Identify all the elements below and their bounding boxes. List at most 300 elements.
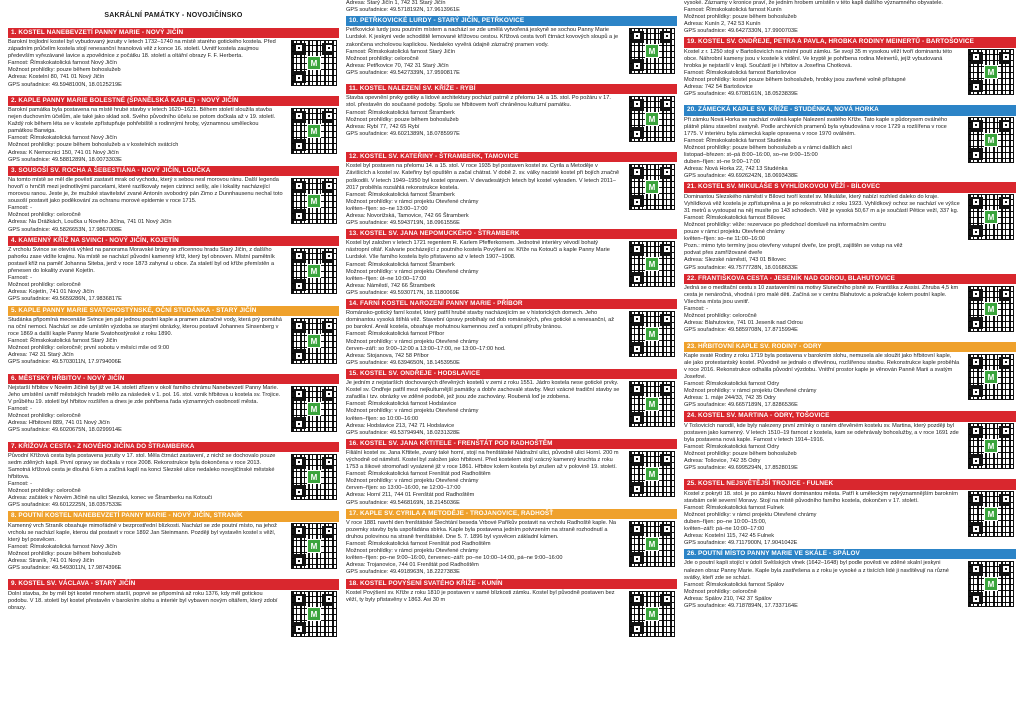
qr-finder-pattern: [1001, 289, 1011, 299]
qr-finder-pattern: [294, 141, 304, 151]
entry-heading: 2. KAPLE PANNY MARIE BOLESTNÉ (ŠPANĚLSKÁ KAPLE) - NOVÝ JIČÍN: [8, 96, 339, 106]
entry-text-line: Možnost prohlídky: celoročně; první sobotu v měsíci mše od 9:00: [8, 345, 170, 351]
qr-finder-pattern: [632, 454, 642, 464]
qr-logo-icon: M: [307, 539, 321, 553]
entry-text-line: Farnost: Římskokatolická farnost Nový Jičín: [8, 135, 117, 142]
qr-logo-icon: M: [645, 327, 659, 341]
entry-text-line: GPS souřadnice: 49.5930717N, 18.1180069E: [346, 289, 460, 296]
qr-finder-pattern: [662, 594, 672, 604]
entry-text-line: GPS souřadnice: 49.6995294N, 17.8528019E: [684, 465, 798, 472]
entry-text-line: GPS souřadnice: 49.4918963N, 18.2227383E: [346, 569, 460, 576]
entry-text-line: Adresa: Starý Jičín 1, 742 31 Starý Jičín: [346, 0, 446, 6]
entry-heading: 8. POUTNÍ KOSTEL NANEBEVZETÍ PANNY MARIE - NOVÝ JIČÍN, STRANÍK: [8, 511, 339, 521]
qr-finder-pattern: [662, 454, 672, 464]
qr-code-icon[interactable]: [291, 318, 337, 364]
entry-heading: 24. KOSTEL SV. MARTINA - ODRY, TOŠOVICE: [684, 411, 1016, 421]
qr-code-icon[interactable]: [291, 248, 337, 294]
entry-text-line: Farnost: Římskokatolická farnost Příbor: [346, 331, 445, 338]
qr-finder-pattern: [662, 314, 672, 324]
qr-finder-pattern: [662, 244, 672, 254]
qr-finder-pattern: [632, 274, 642, 284]
entry-text-line: GPS souřadnice: 49.5881289N, 18.0073303E: [8, 156, 122, 163]
entry-text-line: Možnost prohlídky: celoročně: [8, 212, 81, 219]
entry-text-line: GPS souřadnice: 49.5379494N, 18.0231328E: [346, 429, 460, 436]
entry-text-line: GPS souřadnice: 49.7117900N, 17.9041042E: [684, 540, 798, 547]
entry-text-line: Adresa: Stojanova, 742 58 Příbor: [346, 352, 429, 359]
entry-text-line: Barokní památka byla postavena na místě hrubé stavby v letech 1620–1621. Během století sloužila stavba nejen duchovním účelům, ale také jako sklad soli. Svého původního účelu se potom dočkala až v 19. století. Každý rok během léta se v kostele zpřístupňuje pohřebiště s rodinnými hroby, významnou uměleckou památkou Barwiga.: [8, 107, 276, 135]
entry-text-line: GPS souřadnice: 49.5659286N, 17.9836817E: [8, 296, 122, 303]
qr-finder-pattern: [662, 31, 672, 41]
entry-heading: 9. KOSTEL SV. VÁCLAVA - STARÝ JIČÍN: [8, 579, 339, 589]
qr-finder-pattern: [632, 61, 642, 71]
entry-text-line: Adresa: Straník, 741 01 Nový Jičín: [8, 557, 95, 564]
qr-finder-pattern: [324, 111, 334, 121]
qr-logo-icon: M: [645, 537, 659, 551]
entry-text-line: GPS souřadnice: 49.5948100N, 18.0125219E: [8, 81, 122, 88]
qr-finder-pattern: [1001, 120, 1011, 130]
qr-logo-icon: M: [645, 397, 659, 411]
qr-code-icon[interactable]: [291, 178, 337, 224]
qr-code-icon[interactable]: [968, 423, 1014, 469]
entry-text-line: V Tošovicích narodil, kde byly nalezeny první zmínky o raném dřevěném kostelu sv. Martina, který později byl postaven jako kamenný. V letech 1510–19 farnost z kostela, kam se odehrávaly bohoslužby, a v roce 1691 zde byla postavena nová kaple. Farnost v letech 1914–1916.: [684, 422, 959, 443]
qr-finder-pattern: [294, 111, 304, 121]
qr-finder-pattern: [1001, 426, 1011, 436]
qr-finder-pattern: [632, 624, 642, 634]
qr-finder-pattern: [632, 484, 642, 494]
monument-entry: [8, 442, 339, 510]
entry-text-line: Možnost prohlídky: celoročně: [8, 413, 81, 419]
qr-code-icon[interactable]: [291, 40, 337, 86]
entry-heading: 14. FARNÍ KOSTEL NAROZENÍ PANNY MARIE - PŘÍBOR: [346, 299, 677, 309]
qr-logo-icon: M: [984, 133, 998, 147]
qr-finder-pattern: [1001, 52, 1011, 62]
entry-text-line: Na tomto místě se měl dle pověstí zastavit mrak od vychodu, který s sebou nesl morovou ránu. Další legenda hovoří o hrnčíři mezi jednotlivými parcelami, které razítkovaly nejen cizinnci sešly, ale i lokality nacházející morovou ranou. Jeste je, že mužské stavitelství zvané Antonín svobodný pán Zimo z Dunnhausenu nechal toto sousoší postavit jako poděkování za ochranu morové epidemie v roce 1715.: [8, 176, 283, 205]
qr-code-icon[interactable]: [629, 381, 675, 427]
entry-text-line: Možnost prohlídky: v rámci projektu Otevřené chrámy: [346, 198, 479, 205]
qr-code-icon[interactable]: [629, 451, 675, 497]
entry-text-line: Studánka připomíná mecenáše Svince jen pár jednou poutní kaple a pramen zázračné vody, která prý pomáhá na oční nemoci. Nachází se zde umístěn výzdoba se starými obrázky, kterou postavil Johannes Sinsenberg v roce 1869 a další kaple Panny Marie Svatohostýnské z roku 1890.: [8, 316, 282, 337]
entry-text-line: GPS souřadnice: 49.6020675N, 18.0299914E: [8, 427, 122, 434]
qr-finder-pattern: [971, 564, 981, 574]
entry-text-line: Barokní trojlodní kostel byl vybudovaný jezuity v letech 1732–1740 na místě starého gotického kostela. Před západním průčelím kostela stojí renesanční hranolová věž z konce 16. století. Uvnitř kostela zaujmou především vyřezávané lavice a zpovědnice z počátku 18. století a oltářní obrazy F. F. Herberta.: [8, 39, 276, 60]
entry-text-line: Farnost: Římskokatolická farnost Frenštát pod Radhoštěm: [346, 471, 491, 478]
entry-text-line: Farnost: Římskokatolická farnost Nový Jičín: [8, 543, 117, 550]
qr-code-icon[interactable]: [629, 311, 675, 357]
qr-finder-pattern: [294, 211, 304, 221]
entry-text-line: Kostel z r. 1250 stojí v Bartošovicích na místní pouti zámku. Se svojí 35 m vysokou věží tvoří dominantu této obce. Náhrobní kameny jsou v kostele k vidění. Ve kryptě je pohřbena rodina Meinertů, jejíž vybudovaná hrobka je nejstarší v kraji. Součástí je i hřbitov a Josefína Chotková.: [684, 48, 953, 69]
entry-text-line: Možnost prohlídky: celoročně: [8, 488, 81, 495]
qr-code-icon[interactable]: [629, 521, 675, 567]
entry-heading: 17. KAPLE SV. CYRILA A METODĚJE - TROJANOVICE, RADHOŠŤ: [346, 509, 677, 519]
qr-finder-pattern: [662, 167, 672, 177]
qr-code-icon[interactable]: [629, 591, 675, 637]
entry-text-line: Možnost prohlídky: kostel pouze během bohoslužeb, hrobky jsou zavřené volně přístupné: [684, 76, 906, 83]
qr-finder-pattern: [971, 150, 981, 160]
qr-finder-pattern: [294, 556, 304, 566]
qr-finder-pattern: [971, 387, 981, 397]
entry-text-line: GPS souřadnice: 49.6012225N, 18.0357533E: [8, 502, 122, 509]
entry-text-line: červen–říjen: so 13:00–16:00, ne 12:00–17:00: [346, 485, 461, 492]
monument-entry: [8, 374, 339, 440]
qr-code-icon[interactable]: [629, 28, 675, 74]
monument-entry: [684, 105, 1016, 180]
monument-entry: [346, 16, 677, 82]
entry-text-line: Kostel z pokrytí 18. stol. je po zámku hlavní dominantou města. Patří k uměleckým nejvýznamnějším barokním stavbám celé severní Moravy. Stojí na místě původního farního kostela, dokončen v 17. století.: [684, 490, 958, 504]
entry-text-line: Možnost prohlídky: pouze během bohoslužeb: [684, 14, 797, 21]
qr-finder-pattern: [324, 251, 334, 261]
qr-finder-pattern: [971, 426, 981, 436]
entry-text-line: Adresa: Kostelní 115, 742 45 Fulnek: [684, 533, 775, 540]
monument-entry: [346, 509, 677, 577]
monument-entry: [346, 152, 677, 227]
entry-text-line: Jde o poutní kapli stojící v údolí Svěšských vlnek (1642–1648) byl podle pověsti ve zděné skalní jeskyni nalezen obraz Panny Marie. Kaple byla zastřešena a z roku je vysoké a z tisících lidé ji navštěvují na různé svátky, kteří zde se schází.: [684, 560, 949, 581]
entry-text-line: Farnost: Římskokatolická farnost Hodslavice: [346, 401, 457, 408]
entry-text-line: vysoké. Záznamy v kronice praví, že jedním hrobem umístěn v této kapli dalšího významného obyvatele.: [684, 0, 943, 6]
entry-heading: 21. KOSTEL SV. MIKULÁŠE S VYHLÍDKOVOU VĚŽÍ - BÍLOVEC: [684, 182, 1016, 192]
qr-finder-pattern: [324, 181, 334, 191]
monument-entry: [8, 579, 339, 645]
qr-finder-pattern: [632, 384, 642, 394]
entry-text-line: Možnost prohlídky: v rámci projektu Otevřené chrámy: [346, 338, 479, 345]
entry-text-line: Adresa: Kunín 2, 742 53 Kunín: [684, 21, 761, 28]
qr-code-icon[interactable]: [291, 523, 337, 569]
qr-logo-icon: M: [645, 180, 659, 194]
qr-finder-pattern: [632, 167, 642, 177]
entry-heading: 23. HŘBITOVNÍ KAPLE SV. RODINY - ODRY: [684, 342, 1016, 352]
monument-entry: [684, 37, 1016, 103]
monument-entry: [8, 166, 339, 234]
entry-text-line: Adresa: Kojetín, 741 01 Nový Jičín: [8, 289, 94, 296]
entry-text-line: Farnost: Římskokatolická farnost Studénka: [684, 137, 791, 144]
qr-code-icon[interactable]: [629, 96, 675, 142]
entry-text-line: GPS souřadnice: 49.5826653N, 17.9867008E: [8, 226, 122, 233]
qr-finder-pattern: [632, 197, 642, 207]
qr-finder-pattern: [324, 43, 334, 53]
qr-finder-pattern: [632, 99, 642, 109]
entry-text-line: GPS souřadnice: 49.5427339N, 17.9590817E: [346, 69, 460, 76]
monument-entry: [346, 299, 677, 367]
entry-text-line: GPS souřadnice: 49.5703011N, 17.9794006E: [8, 359, 122, 366]
qr-finder-pattern: [971, 319, 981, 329]
entry-text-line: Možnost prohlídky: pouze během bohoslužeb: [346, 116, 459, 123]
entry-text-line: květen–říjen: so–ne 11:00–16:00: [684, 236, 766, 243]
qr-logo-icon: M: [307, 334, 321, 348]
qr-code-icon[interactable]: [629, 241, 675, 287]
entry-text-line: Adresa: 1. máje 244/33, 742 35 Odry: [684, 395, 776, 402]
qr-code-icon[interactable]: [291, 108, 337, 154]
qr-code-icon[interactable]: [968, 354, 1014, 400]
qr-code-icon[interactable]: [291, 591, 337, 637]
entry-text-line: duben–říjen: st–ne 9:00–17:00: [684, 159, 760, 166]
entry-text-line: květen–září: pá–ne 10:00–17:00: [684, 526, 765, 533]
entry-text-line: podvat přes zamřížované dveře: [684, 250, 763, 257]
entry-text-line: Farnost: Římskokatolická farnost Odry: [684, 443, 780, 450]
entry-text-line: květen–říjen: so 10:00–16:00: [346, 415, 419, 422]
qr-finder-pattern: [294, 594, 304, 604]
entry-text-line: Možnost prohlídky: pouze během bohoslužeb: [8, 67, 121, 74]
entry-text-line: Možnost prohlídky: v rámci projektu Otevřené chrámy: [684, 388, 817, 395]
entry-text-line: Adresa: 742 54 Bartošovice: [684, 84, 753, 91]
qr-logo-icon: M: [307, 470, 321, 484]
entry-text-line: Farnost: -: [8, 405, 32, 412]
monument-entry: [346, 439, 677, 507]
column-right: [684, 0, 1016, 724]
qr-finder-pattern: [1001, 564, 1011, 574]
entry-text-line: Adresa: začátek v Novém Jičíně na ulici Slezská, konec ve Štramberku na Kotouči: [8, 495, 212, 502]
qr-finder-pattern: [294, 526, 304, 536]
entry-text-line: Petřkovické lurdy jsou poutním místem a nachází se zde umělá vytvořená jeskyně se sochou Panny Marie Lurdské. K jeskyni vede schodiště lemované křížovou cestou. Křížová cesta tvoří čtrnáct kovových sloupů a je zakončena vrcholovou kaplickou. Nedaleko vyvěrá údajně zázračný pramen vody.: [346, 27, 619, 48]
qr-logo-icon: M: [307, 194, 321, 208]
entry-text-line: Filiální kostel sv. Jana Křtitele, zvaný také horní, stojí na frenštátské Nádražní ulici, původně ulici Horní. 200 m východně od náměstí. Kostel byl založen jako hřbitovní. Před kostelem stojí vzácný kamenný kruchta z roku 1753 a šikové stromořadí vysázené již v roce 1861. Hřbitov kolem kostela byl zrušen až v polovině 19. století.: [346, 449, 619, 471]
qr-finder-pattern: [294, 251, 304, 261]
qr-code-icon[interactable]: [968, 194, 1014, 240]
monument-entry: [8, 306, 339, 372]
entry-text-line: GPS souřadnice: 49.5718192N, 17.9613961E: [346, 7, 460, 14]
entry-text-line: červen–září: so 9:00–12:00 a 13:00–17:00, ne 13:00–17:00 hod.: [346, 345, 506, 352]
entry-text-line: Adresa: Slezské náměstí, 743 01 Bílovec: [684, 257, 786, 264]
qr-finder-pattern: [294, 351, 304, 361]
qr-finder-pattern: [294, 419, 304, 429]
qr-finder-pattern: [632, 244, 642, 254]
qr-finder-pattern: [971, 52, 981, 62]
entry-continued: [346, 0, 677, 14]
entry-text-line: Adresa: Náměstí, 742 66 Štramberk: [346, 282, 436, 289]
entry-text-line: Kamenný vrch Straník obsahuje mimořádně v bezprostřední blízkosti. Nachází se zde poutní místo, na jehož vrcholu se nachází kaple, kterou dal postavit v roce 1892 Jan Steinmann. Později byl vystavěn kostel s věží, který byl posvěcen.: [8, 522, 277, 543]
entry-text-line: Jedná se o meditační cestu s 10 zastaveními na motivy Slunečního písně sv. Františka z Assisi. Zhruba 4,5 km cesta je nenáročná, vhodná i pro malé děti. Začíná se v centru Blahutovic a pokračuje kolem poutní kaple. Všechna místa jsou uvnitř.: [684, 284, 959, 305]
qr-finder-pattern: [294, 321, 304, 331]
entry-text-line: Farnost: -: [8, 481, 32, 487]
qr-finder-pattern: [632, 129, 642, 139]
qr-finder-pattern: [632, 344, 642, 354]
entry-text-line: Možnost prohlídky: pouze během bohoslužeb: [684, 450, 797, 457]
entry-heading: 26. POUTNÍ MÍSTO PANNY MARIE VE SKÁLE - SPÁLOV: [684, 549, 1016, 559]
monument-entry: [8, 236, 339, 304]
qr-finder-pattern: [324, 526, 334, 536]
qr-finder-pattern: [662, 99, 672, 109]
entry-text-line: Pozn.: mimo tyto termíny jsou otevřeny vstupní dveře, lze projít, zajištěn se vstup na věž: [684, 243, 903, 250]
entry-text-line: Farnost: Římskokatolická farnost Spálov: [684, 581, 785, 588]
entry-heading: 13. KOSTEL SV. JANA NEPOMUCKÉHO - ŠTRAMBERK: [346, 229, 677, 239]
qr-code-icon[interactable]: [968, 491, 1014, 537]
entry-text-line: GPS souřadnice: 49.7187894N, 17.7337164E: [684, 603, 798, 610]
qr-code-icon[interactable]: [968, 117, 1014, 163]
column-left: [8, 0, 339, 724]
qr-logo-icon: M: [984, 439, 998, 453]
qr-logo-icon: M: [645, 607, 659, 621]
entry-text-line: Dolní stavba, že by měl být kostel mnohem starší, poprvé se připomíná až roku 1376, kdy měl gotickou podobu. V 18. století byl kostel přestavěn v barokním slohu a interiér byl vybaven novým oltářem, který zdobí obrazy.: [8, 590, 278, 611]
entry-text-line: Farnost: Římskokatolická farnost Starý Jičín: [346, 48, 456, 55]
qr-finder-pattern: [662, 524, 672, 534]
entry-text-line: Adresa: Kostelní 80, 741 01 Nový Jičín: [8, 74, 105, 81]
qr-code-icon[interactable]: [968, 286, 1014, 332]
entry-heading: 25. KOSTEL NEJSVĚTĚJŠÍ TROJICE - FULNEK: [684, 479, 1016, 489]
monument-entry: [346, 84, 677, 150]
entry-text-line: Při zámku Nová Horka se nachází oválná kaple Nalezení svatého Kříže. Tato kaple s půdorysem oválného plátně plánu stavební svatyně. Podle archivních pramenů byla vybudována v roce 1729 a rozšířena v roce 1775. V interiéru byla zámecká kaple opravena v roce 1970 oválném.: [684, 116, 948, 137]
qr-finder-pattern: [971, 120, 981, 130]
qr-finder-pattern: [971, 82, 981, 92]
qr-logo-icon: M: [307, 124, 321, 138]
qr-code-icon[interactable]: [968, 49, 1014, 95]
entry-text-line: Možnost prohlídky: v rámci projektu Otevřené chrámy: [346, 548, 479, 555]
entry-text-line: listopad–březen: st–pá 8:00–16:00, so–ne 9:00–15:00: [684, 152, 818, 159]
entry-text-line: Adresa: Blahutovice, 741 01 Jeseník nad Odrou: [684, 320, 803, 327]
entry-heading: 12. KOSTEL SV. KATEŘINY - ŠTRAMBERK, TAMOVICE: [346, 152, 677, 162]
entry-text-line: V roce 1881 navrhl den frenštátské Šlechtání beseda Vrbové Paříkův postavit na vrcholu Radhoště kaple. Na pozemky stavby byla uspořádána sbírka. Kaple byla postavena jedním potvrzením na straně rozhodnutí a druhou polovinou na straně frenštátské. Dne 5. 7. 1896 byl vysvěcen základní kámen.: [346, 519, 617, 540]
qr-finder-pattern: [294, 281, 304, 291]
qr-logo-icon: M: [984, 65, 998, 79]
qr-logo-icon: M: [645, 467, 659, 481]
entry-text-line: Farnost: Římskokatolická farnost Štramberk: [346, 109, 455, 116]
entry-text-line: GPS souřadnice: 49.6021389N, 18.0785997E: [346, 130, 460, 137]
monument-entry: [346, 229, 677, 297]
qr-finder-pattern: [294, 43, 304, 53]
entry-heading: 4. KAMENNÝ KŘÍŽ NA SVINCI - NOVÝ JIČÍN, KOJETÍN: [8, 236, 339, 246]
entry-text-line: Možnost prohlídky: věže: rezervace po předchozí domluvě na informačním centru: [684, 221, 886, 228]
entry-text-line: Farnost: -: [8, 275, 32, 282]
monument-entry: [684, 549, 1016, 615]
qr-finder-pattern: [294, 73, 304, 83]
qr-finder-pattern: [294, 457, 304, 467]
entry-text-line: Adresa: Petřkovice 70, 742 31 Starý Jičín: [346, 62, 449, 69]
entry-heading: 18. KOSTEL POVÝŠENÍ SVATÉHO KŘÍŽE - KUNÍN: [346, 579, 677, 589]
entry-text-line: květen–říjen: út–ne 10:00–17:00: [346, 275, 427, 282]
qr-logo-icon: M: [984, 370, 998, 384]
entry-text-line: GPS souřadnice: 49.6394650N, 18.1453950E: [346, 359, 460, 366]
entry-heading: 20. ZÁMECKÁ KAPLE SV. KŘÍŽE - STUDÉNKA, NOVÁ HORKA: [684, 105, 1016, 115]
entry-heading: 7. KŘÍŽOVÁ CESTA - Z NOVÉHO JIČÍNA DO ŠTRAMBERKA: [8, 442, 339, 452]
entry-text-line: Kostel byl postaven na přelomu 14. a 15. stol. V roce 1935 byl postaven kostel sv. Cyrila a Metoděje v Závišicích a kostel sv. Kateřiny byl opuštěn a začal chátrat. V době 2. sv. války nacisté kostel při bojích značně poškodili. V letech 1949–1950 byl kostel opraven. V devadesátých letech byl kostel vykraden. V letech 2011–2017 proběhla rozsáhlá rekonstrukce kostela.: [346, 163, 620, 191]
entry-text-line: pouze v rámci projektu Otevřené chrámy: [684, 229, 785, 236]
entry-text-line: Možnost prohlídky: celoročně: [346, 55, 419, 62]
entry-text-line: Farnost: Římskokatolická farnost Odry: [684, 381, 780, 388]
entry-text-line: Z vrcholu Svince se otevírá výhled na panorama Moravské brány se zřícennou hradu Starý Jičín, z dalšího pahorku zase vidíte krajinu. Na místě se nachází původní kamenný kříž, který byl obnoven. Místní pamětník postavil kříž na paměť Johanna Siteba, jenž v roce 1873 zahynul u obce. Za staletí byl od kříže přemístěn a přenesen do lokality zvané Kojetín.: [8, 246, 275, 275]
entry-text-line: GPS souřadnice: 49.6657189N, 17.8286536E: [684, 402, 798, 409]
entry-text-line: Možnost prohlídky: v rámci projektu Otevřené chrámy: [684, 511, 817, 518]
qr-finder-pattern: [1001, 357, 1011, 367]
entry-text-line: Původní Křížová cesta byla postavena jezuity v 17. stol. Měla čtrnáct zastavení, z nichž se dochovalo pouze sedm zděných kapli. První opravy se dočkala v roce 2008. Rekonstrukce byla dokončena v roce 2013. Samotná křížová cesta je dlouhá 6 km a začíná kaplí na konci Slezské ulice nedaleko novojičínské městské hřbitova.: [8, 452, 276, 480]
entry-text-line: GPS souřadnice: 49.5493011N, 17.9874396E: [8, 565, 122, 572]
monument-entry: [8, 28, 339, 94]
entry-text-line: Adresa: Hodslavice 213, 742 71 Hodslavice: [346, 422, 455, 429]
monument-entry: [684, 182, 1016, 271]
qr-finder-pattern: [324, 594, 334, 604]
qr-finder-pattern: [632, 314, 642, 324]
entry-text-line: Farnost: Římskokatolická farnost Starý Jičín: [8, 337, 118, 344]
qr-logo-icon: M: [307, 56, 321, 70]
entry-text-line: Adresa: Tošovice, 742 35 Odry: [684, 458, 761, 465]
qr-logo-icon: M: [307, 402, 321, 416]
entry-text-line: Možnost prohlídky: v rámci projektu Otevřené chrámy: [346, 408, 479, 415]
qr-code-icon[interactable]: [291, 386, 337, 432]
qr-finder-pattern: [971, 494, 981, 504]
entry-text-line: Kostel byl založen v letech 1721 regentem R. Karlem Pfefferkornem. Jednotné interiéry vévodí bohatý nástropní oltář. Kalvarie pocházející z poutního kostela Povýšení sv. Kříže na Kotouči a kaple Panny Marie Lurdské. Vše farního kostela bylo přistaveno až v letech 1907–1908.: [346, 240, 610, 261]
entry-text-line: Možnost prohlídky: pouze během bohoslužeb a v rámci dalších akcí: [684, 144, 852, 151]
entry-heading: 6. MĚSTSKÝ HŘBITOV - NOVÝ JIČÍN: [8, 374, 339, 384]
entry-heading: 19. KOSTEL SV. ONDŘEJE, PETRA A PAVLA, HROBKA RODINY MEINERTŮ - BARTOŠOVICE: [684, 37, 1016, 47]
entry-text-line: Stavba opevnění prvky gotiky a lidové architektury pochází patrně z přelomu 14. a 15. stol. Po požáru v 17. stol. přestavěn do současné podoby. Spolu se hřbitovem tvoří chráněnou kulturní památku.: [346, 95, 611, 109]
qr-finder-pattern: [294, 389, 304, 399]
qr-logo-icon: M: [984, 302, 998, 316]
qr-logo-icon: M: [984, 210, 998, 224]
qr-code-icon[interactable]: [968, 561, 1014, 607]
entry-heading: 16. KOSTEL SV. JANA KŘTITELE - FRENŠTÁT POD RADHOŠTĚM: [346, 439, 677, 449]
monument-entry: [684, 411, 1016, 477]
qr-finder-pattern: [971, 289, 981, 299]
qr-logo-icon: M: [645, 112, 659, 126]
entry-heading: 1. KOSTEL NANEBEVZETÍ PANNY MARIE - NOVÝ JIČÍN: [8, 28, 339, 38]
monument-entry: [346, 369, 677, 437]
monument-entry: [8, 96, 339, 164]
qr-finder-pattern: [971, 594, 981, 604]
entry-text-line: Adresa: Trojanovice, 744 01 Frenštát pod Radhoštěm: [346, 562, 479, 569]
entry-text-line: GPS souřadnice: 49.5943719N, 18.0961556E: [346, 220, 460, 227]
monument-entry: [684, 479, 1016, 547]
entry-text-line: Adresa: Nová Horka 22, 742 13 Studénka: [684, 166, 788, 173]
entry-text-line: Adresa: Rybí 77, 742 65 Rybí: [346, 123, 420, 130]
entry-text-line: Dominantou Slezského náměstí v Bílovci tvoří kostel sv. Mikuláše, který nabízí rozhled daleko do kraje. Vyhlídková věž kostela je zpřístupněna a je po rekonstrukci z roku 1923. Vyhlídkový ochoz se nachází ve výšce 31 metrů a vystoupat na něj musíte po 143 schodech. Věž je vysoká 50,67 m a je součástí Pětice veží, 337 kg.: [684, 193, 960, 214]
qr-finder-pattern: [632, 554, 642, 564]
qr-finder-pattern: [294, 624, 304, 634]
entry-text-line: květen–říjen: po–ne 9:00–16:00, červenec–září: po–ne 10:00–14:00, pá–ne 9:00–16:00: [346, 555, 563, 562]
monument-entry: [346, 579, 677, 645]
monument-entry: [8, 511, 339, 577]
entry-text-line: GPS souřadnice: 49.6926242N, 18.0693438E: [684, 173, 798, 180]
entry-text-line: GPS souřadnice: 49.5859708N, 17.8715994E: [684, 327, 798, 334]
entry-text-line: Adresa: Novorižská, Tamovice, 742 66 Štramberk: [346, 212, 469, 219]
entry-text-line: Farnost: -: [684, 306, 708, 312]
qr-finder-pattern: [1001, 197, 1011, 207]
entry-text-line: Farnost: Římskokatolická farnost Bílovec: [684, 214, 786, 221]
page-title: SAKRÁLNÍ PAMÁTKY - NOVOJIČÍNSKO: [104, 12, 243, 19]
entry-heading: 22. FRANTIŠKOVA CESTA - JESENÍK NAD ODROU, BLAHUTOVICE: [684, 274, 1016, 284]
qr-finder-pattern: [971, 197, 981, 207]
entry-heading: 3. SOUSOŠÍ SV. ROCHA A ŠEBESTIÁNA - NOVÝ JIČÍN, LOUČKA: [8, 166, 339, 176]
entry-text-line: Farnost: Římskokatolická farnost Fulnek: [684, 504, 784, 511]
qr-code-icon[interactable]: [291, 454, 337, 500]
qr-finder-pattern: [1001, 494, 1011, 504]
entry-text-line: GPS souřadnice: 49.5468169N, 18.2145036E: [346, 499, 460, 506]
entry-text-line: Možnost prohlídky: pouze během bohoslužeb a v kostelních svátcích: [8, 142, 179, 149]
qr-finder-pattern: [632, 524, 642, 534]
entry-heading: 5. KAPLE PANNY MARIE SVATOHOSTÝNSKÉ, OČNÍ STUDÁNKA - STARÝ JIČÍN: [8, 306, 339, 316]
qr-finder-pattern: [971, 357, 981, 367]
entry-text-line: Adresa: 742 31 Starý Jičín: [8, 352, 74, 359]
entry-text-line: Farnost: Římskokatolická farnost Frenštát pod Radhoštěm: [346, 541, 491, 548]
entry-text-line: Adresa: Hřbitovní 889, 741 01 Nový Jičín: [8, 420, 110, 427]
entry-text-line: Kostel Povýšení sv. Kříže z roku 1810 je postaven v samé blízkosti zámku. Kostel byl původně postaven bez věží, ty byly přistavěny v 1863. Asi 30 m: [346, 589, 615, 603]
entry-text-line: duben–říjen: po–ne 10:00–15:00,: [684, 518, 767, 525]
entry-text-line: Farnost: Římskokatolická farnost Bartošovice: [684, 69, 797, 76]
qr-finder-pattern: [662, 384, 672, 394]
entry-text-line: Románsko-gotický farní kostel, který patřil hrubé stavby nacházejícím se v historických domech. Jeho dominantou vysoká štíhlá věž. Stavební úpravy probíhaly od dob románských, přes gotické a renesanční, až po barokní. Areál kostela, obsahuje mohutnou kamennou zeď a vstupní příruby bránou.: [346, 310, 615, 331]
qr-logo-icon: M: [307, 264, 321, 278]
qr-logo-icon: M: [645, 257, 659, 271]
entry-text-line: Adresa: Spálov 210, 742 37 Spálov: [684, 595, 772, 602]
entry-text-line: květen–říjen: so–ne 13:00–17:00: [346, 205, 428, 212]
qr-logo-icon: M: [984, 507, 998, 521]
qr-finder-pattern: [632, 31, 642, 41]
entry-text-line: Nejstarší hřbitov v Novém Jičíně byl již ve 14. století zřízen v okolí farního chrámu Nanebevzetí Panny Marie. Jeho umístění uvnitř městských hradeb mělo za následek v 1. pol. 16. stol. vznik hřbitova u kostela sv. Trojice. V průběhu 19. století byl hřbitov rozšířen a dnes je zde pohřbena řada významných osobností města.: [8, 384, 281, 405]
qr-finder-pattern: [324, 389, 334, 399]
qr-finder-pattern: [632, 414, 642, 424]
entry-text-line: Farnost: -: [8, 205, 32, 212]
entry-text-line: Adresa: K Nemocnici 150, 741 01 Nový Jičín: [8, 149, 119, 156]
qr-code-icon[interactable]: [629, 164, 675, 210]
qr-finder-pattern: [324, 457, 334, 467]
qr-logo-icon: M: [307, 607, 321, 621]
qr-logo-icon: M: [645, 44, 659, 58]
entry-text-line: Farnost: Římskokatolická farnost Nový Jičín: [8, 60, 117, 67]
